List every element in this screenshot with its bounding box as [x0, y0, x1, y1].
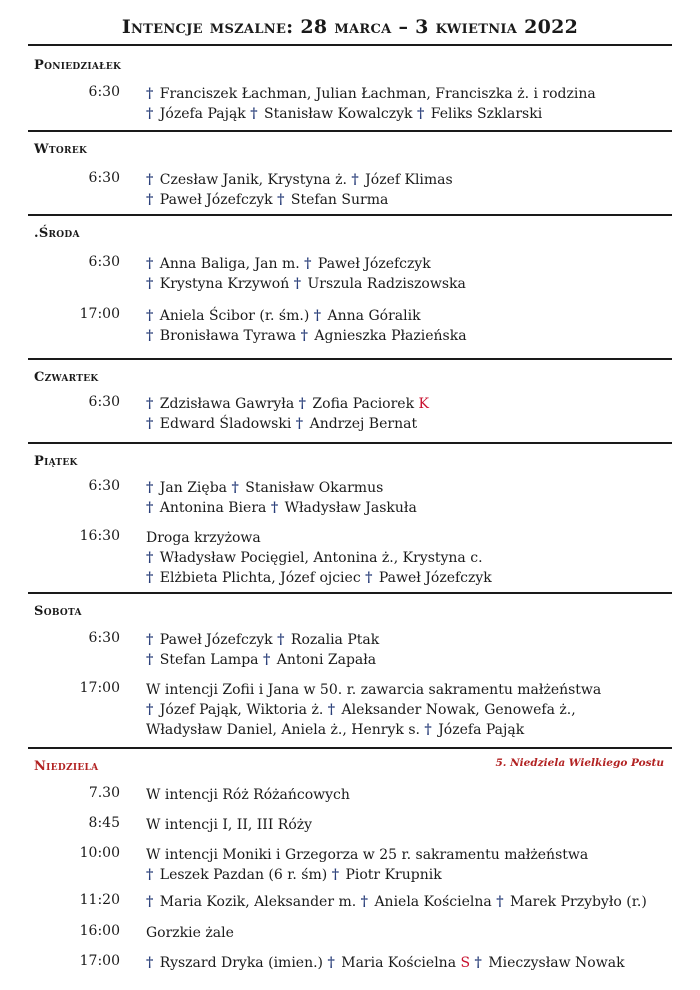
day-section: [28, 46, 672, 132]
cross-icon: †: [331, 867, 340, 883]
intention-line: [146, 815, 666, 835]
page-title: Intencje mszalne: 28 marca – 3 kwietnia 2022: [121, 16, 579, 38]
day-header: Sobota: [34, 604, 82, 619]
intention-lines: [146, 170, 666, 210]
intention-text: Edward Śladowski: [159, 416, 292, 432]
cross-icon: †: [474, 955, 482, 971]
intention-line: [146, 720, 666, 740]
intention-line: [146, 568, 666, 588]
intention-text: Aniela Kościelna: [374, 894, 492, 910]
cross-icon: †: [146, 256, 154, 272]
intention-text: Paweł Józefczyk: [159, 632, 273, 648]
day-section: [28, 747, 672, 990]
intention-text: Stefan Surma: [290, 192, 389, 208]
intention-line: [146, 892, 666, 912]
cross-icon: †: [146, 500, 154, 516]
intention-text: Leszek Pazdan (6 r. śm): [159, 867, 328, 883]
cross-icon: †: [146, 632, 154, 648]
intention-lines: [146, 923, 666, 943]
intention-line: [146, 700, 666, 720]
day-header: .Środa: [34, 226, 80, 241]
intention-text: Marek Przybyło (r.): [509, 894, 647, 910]
cross-icon: †: [146, 652, 154, 668]
mass-time: 6:30: [88, 394, 120, 410]
intention-text: Stanisław Okarmus: [245, 480, 384, 496]
cross-icon: †: [146, 416, 154, 432]
cross-icon: †: [300, 328, 308, 344]
intention-lines: [146, 680, 666, 740]
intention-line: [146, 548, 666, 568]
intention-text: W intencji Moniki i Grzegorza w 25 r. sakramentu małżeństwa: [146, 847, 589, 863]
intention-line: [146, 190, 666, 210]
intention-text: W intencji Zofii i Jana w 50. r. zawarcia sakramentu małżeństwa: [146, 682, 602, 698]
intention-text: Antonina Biera: [159, 500, 267, 516]
intention-text: Józef Pająk, Wiktoria ż.: [159, 702, 324, 718]
cross-icon: †: [146, 192, 154, 208]
cross-icon: †: [424, 722, 432, 738]
intention-text: Stanisław Kowalczyk: [264, 106, 413, 122]
cross-icon: †: [295, 416, 304, 432]
intention-lines: [146, 254, 666, 294]
cross-icon: †: [293, 276, 302, 292]
intention-text: Agnieszka Płazieńska: [314, 328, 467, 344]
intention-line: [146, 306, 666, 326]
intention-text: Rozalia Ptak: [290, 632, 380, 648]
cross-icon: †: [313, 308, 322, 324]
intention-text: Anna Góralik: [327, 308, 421, 324]
cross-icon: †: [146, 172, 154, 188]
cross-icon: †: [146, 308, 154, 324]
day-header: Niedziela: [34, 759, 99, 774]
intention-text: Mieczysław Nowak: [488, 955, 625, 971]
intention-text: Gorzkie żale: [146, 925, 234, 941]
intention-mark: S: [460, 955, 471, 971]
intention-text: Krystyna Krzywoń: [159, 276, 290, 292]
intention-text: Józefa Pająk: [438, 722, 525, 738]
intention-text: Aniela Ścibor (r. śm.): [159, 308, 310, 324]
intention-text: Władysław Pocięgiel, Antonina ż., Krystyna c.: [159, 550, 483, 566]
cross-icon: †: [277, 632, 285, 648]
intention-line: [146, 394, 666, 414]
intention-text: Paweł Józefczyk: [159, 192, 273, 208]
intention-line: [146, 953, 666, 973]
mass-time: 6:30: [88, 170, 120, 186]
intention-text: Antoni Zapała: [276, 652, 377, 668]
mass-time: 10:00: [79, 845, 120, 861]
intention-line: [146, 104, 666, 124]
intention-text: W intencji I, II, III Róży: [146, 817, 313, 833]
mass-time: 11:20: [79, 892, 120, 908]
intention-text: Władysław Daniel, Aniela ż., Henryk s.: [146, 722, 420, 738]
day-section: [28, 442, 672, 594]
intention-text: Bronisława Tyrawa: [159, 328, 297, 344]
mass-time: 7.30: [88, 785, 120, 801]
liturgical-note: 5. Niedziela Wielkiego Postu: [495, 757, 664, 769]
intention-lines: [146, 306, 666, 346]
intention-line: [146, 650, 666, 670]
intention-text: Andrzej Bernat: [309, 416, 418, 432]
intention-text: Paweł Józefczyk: [317, 256, 431, 272]
cross-icon: †: [262, 652, 271, 668]
intention-text: Ryszard Dryka (imien.): [159, 955, 324, 971]
intention-text: Paweł Józefczyk: [378, 570, 492, 586]
intention-text: Stefan Lampa: [159, 652, 259, 668]
cross-icon: †: [146, 276, 154, 292]
mass-time: 17:00: [79, 953, 120, 969]
intention-line: [146, 865, 666, 885]
intention-text: Elżbieta Plichta, Józef ojciec: [159, 570, 361, 586]
cross-icon: †: [146, 550, 154, 566]
intention-text: Piotr Krupnik: [345, 867, 442, 883]
intention-text: Jan Zięba: [159, 480, 228, 496]
day-header: Czwartek: [34, 370, 99, 385]
intention-text: Władysław Jaskuła: [284, 500, 417, 516]
cross-icon: †: [270, 500, 279, 516]
intention-text: W intencji Róż Różańcowych: [146, 787, 350, 803]
cross-icon: †: [146, 328, 154, 344]
intention-lines: [146, 815, 666, 835]
day-section: [28, 592, 672, 749]
cross-icon: †: [416, 106, 425, 122]
intention-line: [146, 923, 666, 943]
cross-icon: †: [304, 256, 312, 272]
cross-icon: †: [146, 955, 154, 971]
intention-line: [146, 326, 666, 346]
intention-lines: [146, 892, 666, 912]
day-section: [28, 358, 672, 444]
intention-lines: [146, 478, 666, 518]
intention-line: [146, 498, 666, 518]
intention-line: [146, 84, 666, 104]
intention-text: Anna Baliga, Jan m.: [159, 256, 300, 272]
day-header: Poniedziałek: [34, 58, 122, 73]
cross-icon: †: [146, 702, 154, 718]
day-section: [28, 130, 672, 216]
cross-icon: †: [146, 570, 154, 586]
mass-time: 16:00: [79, 923, 120, 939]
intention-line: [146, 528, 666, 548]
intention-text: Droga krzyżowa: [146, 530, 261, 546]
intention-lines: [146, 394, 666, 434]
intention-text: Feliks Szklarski: [430, 106, 543, 122]
intention-text: Maria Kościelna: [341, 955, 457, 971]
cross-icon: †: [327, 702, 336, 718]
cross-icon: †: [250, 106, 258, 122]
intention-lines: [146, 785, 666, 805]
intention-text: Zdzisława Gawryła: [159, 396, 295, 412]
intention-text: Urszula Radziszowska: [307, 276, 466, 292]
intention-text: Maria Kozik, Aleksander m.: [159, 894, 357, 910]
cross-icon: †: [277, 192, 285, 208]
intention-line: [146, 785, 666, 805]
cross-icon: †: [146, 867, 154, 883]
mass-time: 8:45: [88, 815, 120, 831]
cross-icon: †: [365, 570, 373, 586]
mass-time: 17:00: [79, 680, 120, 696]
cross-icon: †: [146, 396, 154, 412]
cross-icon: †: [351, 172, 359, 188]
cross-icon: †: [298, 396, 306, 412]
intention-lines: [146, 630, 666, 670]
cross-icon: †: [231, 480, 239, 496]
cross-icon: †: [146, 894, 154, 910]
cross-icon: †: [146, 480, 154, 496]
day-section: [28, 214, 672, 360]
intention-text: Zofia Paciorek: [312, 396, 415, 412]
cross-icon: †: [327, 955, 335, 971]
intention-text: Czesław Janik, Krystyna ż.: [159, 172, 347, 188]
mass-time: 6:30: [88, 478, 120, 494]
intention-lines: [146, 953, 666, 973]
intention-text: Józefa Pająk: [159, 106, 246, 122]
intention-line: [146, 845, 666, 865]
mass-time: 6:30: [88, 84, 120, 100]
intention-lines: [146, 845, 666, 885]
day-header: Piątek: [34, 454, 78, 469]
intention-line: [146, 478, 666, 498]
mass-time: 16:30: [79, 528, 120, 544]
intention-text: Franciszek Łachman, Julian Łachman, Franciszka ż. i rodzina: [159, 86, 596, 102]
cross-icon: †: [146, 86, 154, 102]
intention-lines: [146, 528, 666, 588]
mass-time: 6:30: [88, 630, 120, 646]
intention-lines: [146, 84, 666, 124]
cross-icon: †: [360, 894, 368, 910]
intention-mark: K: [418, 396, 429, 412]
intention-line: [146, 630, 666, 650]
intention-line: [146, 170, 666, 190]
cross-icon: †: [146, 106, 154, 122]
mass-time: 17:00: [79, 306, 120, 322]
intention-line: [146, 680, 666, 700]
intention-text: Józef Klimas: [365, 172, 453, 188]
intention-text: Aleksander Nowak, Genowefa ż.,: [341, 702, 576, 718]
cross-icon: †: [496, 894, 504, 910]
mass-time: 6:30: [88, 254, 120, 270]
intention-line: [146, 254, 666, 274]
intention-line: [146, 414, 666, 434]
intention-line: [146, 274, 666, 294]
day-header: Wtorek: [34, 142, 88, 157]
